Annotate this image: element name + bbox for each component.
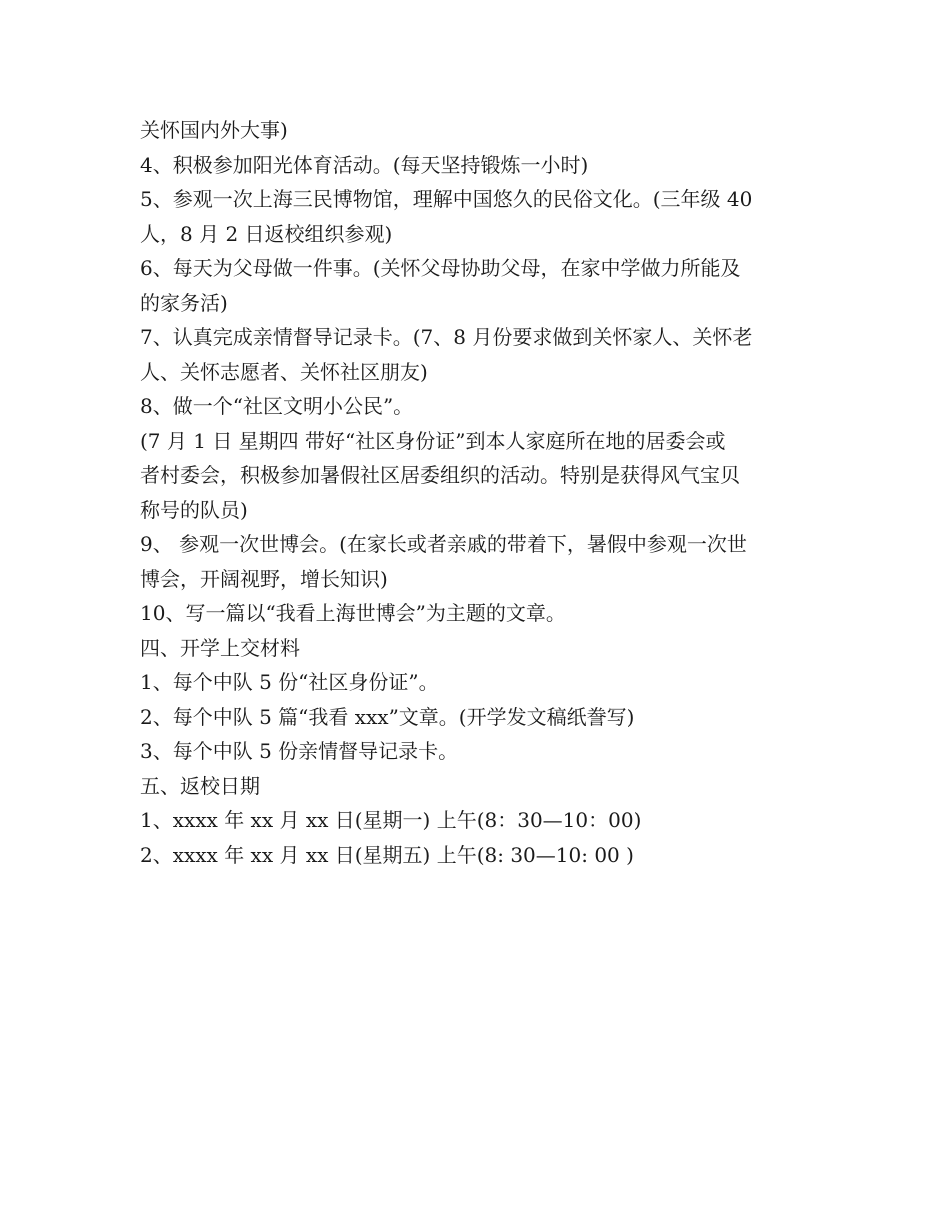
text-line: 关怀国内外大事) [140, 118, 288, 142]
text-line: 1、每个中队 5 份“社区身份证”。 [140, 670, 439, 694]
text-line: 人，8 月 2 日返校组织参观) [140, 221, 393, 246]
text-line: 称号的队员) [140, 497, 248, 522]
text-line: 博会，开阔视野，增长知识) [140, 566, 388, 591]
text-line: 2、xxxx 年 xx 月 xx 日(星期五) 上午(8: 30—10: 00 ) [140, 842, 634, 867]
section-heading: 五、返校日期 [140, 773, 260, 798]
text-line: 4、积极参加阳光体育活动。(每天坚持锻炼一小时) [140, 152, 589, 177]
text-line: 的家务活) [140, 290, 228, 315]
text-line: 3、每个中队 5 份亲情督导记录卡。 [140, 739, 459, 763]
section-heading: 四、开学上交材料 [140, 635, 300, 660]
text-line: 者村委会，积极参加暑假社区居委组织的活动。特别是获得风气宝贝 [140, 463, 740, 487]
text-line: 1、xxxx 年 xx 月 xx 日(星期一) 上午(8：30—10：00) [140, 808, 642, 832]
text-line: 6、每天为父母做一件事。(关怀父母协助父母，在家中学做力所能及 [140, 256, 741, 280]
text-line: (7 月 1 日 星期四 带好“社区身份证”到本人家庭所在地的居委会或 [140, 428, 726, 453]
text-line: 10、写一篇以“我看上海世博会”为主题的文章。 [140, 601, 566, 625]
document-body [140, 113, 820, 872]
text-line: 8、做一个“社区文明小公民”。 [140, 394, 414, 418]
text-line: 7、认真完成亲情督导记录卡。(7、8 月份要求做到关怀家人、关怀老 [140, 325, 753, 349]
text-line: 人、关怀志愿者、关怀社区朋友) [140, 359, 428, 384]
text-line: 9、 参观一次世博会。(在家长或者亲戚的带着下，暑假中参观一次世 [140, 532, 747, 556]
text-line: 2、每个中队 5 篇“我看 xxx”文章。(开学发文稿纸誊写) [140, 704, 635, 729]
text-line: 5、参观一次上海三民博物馆，理解中国悠久的民俗文化。(三年级 40 [140, 187, 753, 211]
